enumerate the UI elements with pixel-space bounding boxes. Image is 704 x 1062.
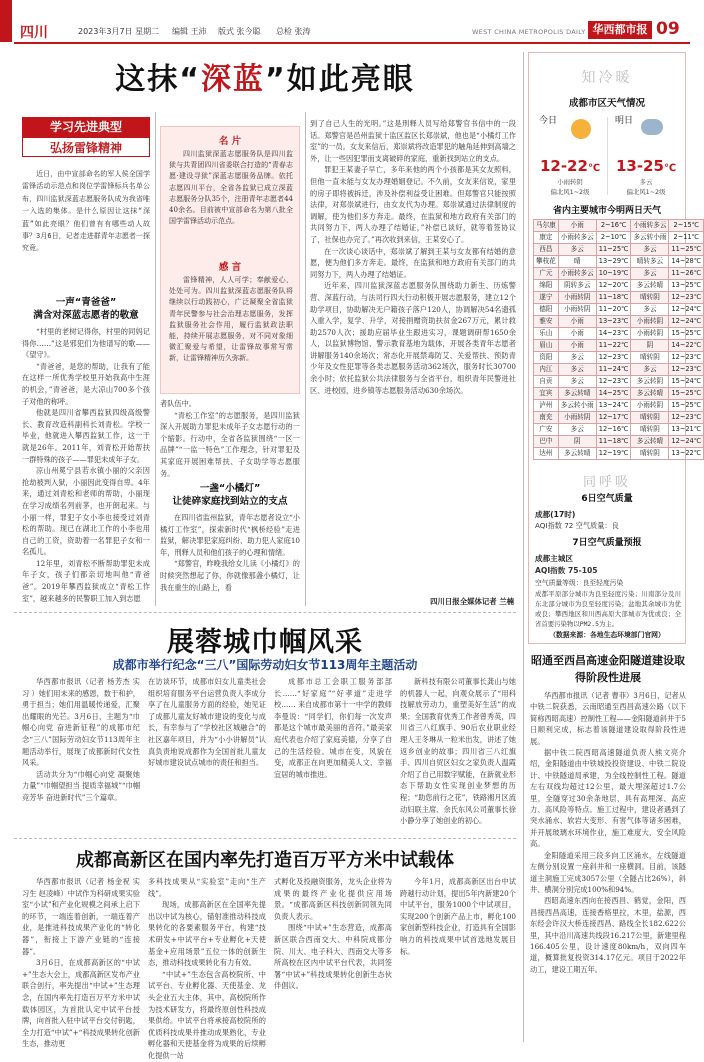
- city-weather-cell: 13~25℃: [669, 280, 704, 292]
- city-weather-cell: 12~23℃: [596, 352, 631, 364]
- city-weather-cell: 多云: [558, 352, 596, 364]
- article-1-title: 这抹“深蓝”如此亮眼: [115, 62, 415, 97]
- city-weather-cell: 小雨: [558, 220, 596, 232]
- city-weather-row: [534, 328, 704, 340]
- article-4-title: 昭通至西昌高速金阳隧道建设取得阶段性进展: [531, 654, 685, 684]
- weather-brand: 知冷暖: [581, 70, 633, 86]
- issue-date: 2023年3月7日 星期二: [78, 27, 160, 36]
- city-weather-cell: 14~23℃: [596, 328, 631, 340]
- city-weather-row: [534, 424, 704, 436]
- city-weather-cell: 阴转多云: [558, 280, 596, 292]
- city-weather-cell: 多云: [558, 376, 596, 388]
- air-description: 成都平原部分城市为良至轻度污染；川南部分及川东北部分城市为良至轻度污染；盆地其余城市为优或良；攀西地区和川西高原大部城市为优或良；全省首要污染物以PM2.5为主。: [535, 590, 681, 628]
- city-weather-cell: 多云转晴: [631, 280, 669, 292]
- city-weather-row: [534, 412, 704, 424]
- city-weather-cell: 阴: [558, 436, 596, 448]
- english-masthead: WEST CHINA METROPOLIS DAILY: [472, 28, 586, 36]
- page-header: [0, 0, 690, 42]
- article-1-col-3b: 在四川省监州监狱，青年志愿者设立“小橘灯工作室”，探索新时代“枫桥经验”走进监狱，解决罪犯家庭纠纷、助力犯人家庭10年，刑释人员和他们孩子的心理和情绪。 “郑警官，昨晚我给女儿读《小橘灯》的时候突然想起了你，你就像那盏小橘灯，让我在重生的山路上，看: [160, 513, 300, 592]
- city-weather-cell: 晴转阴: [631, 292, 669, 304]
- city-weather-cell: 晴: [558, 256, 596, 268]
- city-weather-cell: 小雨转多云: [558, 232, 596, 244]
- city-weather-row: [534, 400, 704, 412]
- article-2-subtitle: 成都市举行纪念“三八”国际劳动妇女节113周年主题活动: [112, 658, 418, 672]
- city-weather-cell: 资阳: [534, 352, 559, 364]
- col-divider-b: [305, 112, 306, 606]
- city-weather-cell: 多云转小雨: [631, 232, 669, 244]
- weather-title: 成都市区天气情况: [568, 98, 645, 109]
- divider-1: [14, 612, 516, 613]
- city-weather-row: [534, 256, 704, 268]
- city-weather-cell: 多云: [631, 244, 669, 256]
- header-rule: [14, 42, 690, 44]
- city-weather-cell: 内江: [534, 364, 559, 376]
- city-weather-cell: 2~15℃: [669, 220, 704, 232]
- city-weather-cell: 12~23℃: [596, 376, 631, 388]
- air1-line: AQI指数 72 空气质量：良: [535, 521, 619, 530]
- city-weather-cell: 小雨转阴: [558, 292, 596, 304]
- article-1-subhead-2: 一盏“小橘灯” 让徒碎家庭找到站立的支点: [172, 483, 288, 507]
- article-2-col-3: 成都市总工会职工服务部部长……“好家庭”“好孝道”走进学校…… 来自成都市第十一中学的教师李曼说：“同学们，你们每一次发声都是这个城市最美丽的音符。”最美家庭代表也介绍了家庭美德，分享了自己的生活经验。城市在变，风貌在变，成都正在向更加精美人文、幸福宜居的城市推进。: [274, 677, 392, 779]
- city-weather-cell: 12~23℃: [669, 412, 704, 424]
- article-1-intro: 近日，由中宣部命名的军人侯全国学雷锋活动示范点和岗位学雷锋标兵名单公布，四川监狱深蓝志愿服务队成为我省唯一入选的集体。是什么原因让这抹“深蓝”如此亮眼？他们曾有有哪些动人故事？3月6日，记者走进群青年志愿者一探究竟。: [22, 170, 150, 253]
- main-right-divider: [523, 52, 524, 1042]
- city-weather-cell: 11~25℃: [596, 244, 631, 256]
- city-weather-cell: 晴转阴: [631, 352, 669, 364]
- city-weather-cell: 多云转晴: [558, 388, 596, 400]
- weather-split: [607, 117, 608, 195]
- city-weather-row: [534, 388, 704, 400]
- city-weather-cell: 13~23℃: [596, 316, 631, 328]
- city-weather-cell: 15~25℃: [669, 388, 704, 400]
- city-weather-cell: 遂宁: [534, 292, 559, 304]
- sun-cloud-rain-icon: [571, 119, 591, 139]
- city-weather-row: [534, 220, 704, 232]
- city-weather-cell: 多云: [558, 244, 596, 256]
- air-forecast-title: 7日空气质量预报: [572, 538, 642, 548]
- city-weather-cell: 多云: [631, 268, 669, 280]
- city-weather-cell: 小雨转阴: [631, 328, 669, 340]
- city-weather-cell: 15~25℃: [669, 328, 704, 340]
- city-weather-cell: 晴转阴: [631, 412, 669, 424]
- city-weather-cell: 小雨转阴: [558, 304, 596, 316]
- city-weather-cell: 11~24℃: [596, 364, 631, 376]
- sidebar-text-words: 雷锋精神，人人可学；奉献爱心，处处可为。四川监狱深蓝志愿服务队将继续以行动践初心，广泛凝聚全省监狱青年民警参与社会治理志愿服务，发挥监狱服务社会作用，履行监狱政法职能，持续开展志愿服务，对不同对象细微汇聚爱与希望，让雷锋故事常写常新，让雷锋精神历久弥新。: [169, 276, 293, 363]
- city-weather-cell: 多云: [558, 424, 596, 436]
- city-weather-cell: 12~16℃: [596, 424, 631, 436]
- city-weather-cell: 达州: [534, 448, 559, 460]
- city-weather-cell: 2~16℃: [596, 220, 631, 232]
- city-weather-cell: 西昌: [534, 244, 559, 256]
- city-weather-cell: 11~25℃: [669, 244, 704, 256]
- city-weather-row: [534, 244, 704, 256]
- city-weather-cell: 巴中: [534, 436, 559, 448]
- article-1-byline: 四川日报全媒体记者 兰楠: [430, 597, 514, 606]
- city-weather-cell: 自贡: [534, 376, 559, 388]
- city-weather-cell: 眉山: [534, 340, 559, 352]
- city-weather-cell: 11~18℃: [596, 436, 631, 448]
- city-weather-cell: 晴转多云: [631, 256, 669, 268]
- city-weather-cell: 12~23℃: [669, 292, 704, 304]
- city-weather-row: [534, 232, 704, 244]
- divider-2: [14, 838, 516, 839]
- article-3-col-1: 华西都市报讯（记者 杨金祝 实习生 赵凌峰）中试作为科研成果实验室“小试”和产业化规模之间承上启下的环节，一端连着创新，一端连着产业，是推进科技成果产业化的“转化器”，衔接上下游产业链的“连接器”。 3月6日，在成都高新区的“中试+”生态大会上，成都高新区发布产业联合创行，率先提出“中试+”生态理念，在国内率先打造百万平方米中试载体园区，为首批认定中试平台授牌，向首批入驻中试平台交付钥匙，全力打造“中试”+“科技成果转化创新生态，推动更: [22, 877, 140, 1049]
- page-number: 09: [656, 19, 680, 39]
- city-weather-cell: 多云: [631, 364, 669, 376]
- article-1-col-4: 到了自己人生的光明。”这是刑释人员写给郑警官书信中的一段话。郑警官是邑州监狱十监区监区长郑崇斌，他也是“小橘灯工作室”的一员。女友来信后，郑崇斌将改造罪犯的触角延伸到高墙之外，让一些因犯罪而支离破碎的家庭，重新找到站立的支点。 罪犯王某妻子早亡，多年来他的两个小孩都是其女友照料，但他一直未能与女友办理婚姻登记。不久前，女友来信说，家里的房子即将被拆迁，涉及补偿利益受让困难。但郑警官只能按照法律，对郑崇斌进行，由女友代为办理。郑崇斌通过法律制度的调解，使为他们多方奔走。最终，在监狱和地方政府有关部门的共同努力下，两人办理了结婚证，”补偿已谈好，就等着签协议了，社保也办完了。”再次收到来信，王某安心了。 在一次谈心谈话中，郑崇斌了解到王某与女友都有结婚的意愿，便为他们多方奔走。最终，在监狱和地方政府有关部门的共同努力下，两人办理了结婚证。 近年来，四川监狱深蓝志愿服务队围绕助力新生、历炼警营、深蓝行动，与法司行四大行动积极开展志愿服务，建立12个助学项目，协助解决无户籍孩子落户120人，协调解决54名遗孤入重入学，复学、升学，对接捐赠资助扶贫金267万元，累计救助2570人次；援助应届毕业生跟进实习，课题调研帮1650余人，以监狱博物馆、警示教育基地为载体，开展各类青年志愿者讲解服务140余场次；常态化开展禁毒防艾、关爱帮扶、预防青少年及女性犯罪等各类志愿服务活动362场次，服务时长30700余小时；依托监狱公共法律服务与全省平台，组织青年民警进社区、进校园，进乡镇等志愿服务活动630余场次。: [310, 119, 516, 395]
- city-weather-row: [534, 436, 704, 448]
- air2-line: AQI指数 75-105: [535, 566, 598, 575]
- city-weather-cell: 小雨转多云: [631, 220, 669, 232]
- city-weather-cell: 小雨转阴: [558, 412, 596, 424]
- city-weather-cell: 多云转阴: [631, 376, 669, 388]
- article-3-col-3: 式孵化及投融资服务，龙头企业将为成果的最终产业化提供应用场景。“成都高新区科技创新同领先同负责人表示。 围绕“中试+”生态营造，成都高新区联合西南交大、中科院成都分院、川大、电子科大、西南交大等多所高校在区内中试平台代表，共同签署“中试+”科技成果转化创新生态伙伴倡议。: [274, 877, 392, 991]
- city-weather-row: [534, 292, 704, 304]
- article-3-col-2: 多科技成果从“实验室”走向“生产线”。 现场，成都高新区在全国率先提出以中试为核心，锚射准推动科技成果转化的各要素服务平台，构建“技术研发+中试平台+专业孵化+天使基金+应用场景”五位一体的创新生态，推动科技成果转化有力有效。 “中试+”生态包含高校院所、中试平台、专业孵化器、天使基金、龙头企业五大主体，其中，高校院所作为技术研发方，将最终原创性科技成果供给。中试平台将承接高校院所的优质科技成果并推动成果熟化，专业孵化器和天使基金将为成果的后续孵化提供一站: [148, 877, 266, 1060]
- city-weather-cell: 阴: [631, 340, 669, 352]
- today-desc: 小雨转阴: [557, 178, 583, 186]
- city-weather-cell: 12~20℃: [596, 280, 631, 292]
- city-table-title: 省内主要城市今明两日天气: [552, 206, 661, 216]
- city-weather-cell: 12~24℃: [669, 316, 704, 328]
- tomorrow-wind: 偏北风1~2级: [626, 188, 666, 196]
- city-weather-cell: 13~24℃: [596, 400, 631, 412]
- city-weather-row: [534, 304, 704, 316]
- city-weather-cell: 多云: [558, 364, 596, 376]
- city-weather-cell: 10~19℃: [596, 268, 631, 280]
- today-temp-unit: ℃: [587, 163, 601, 174]
- city-weather-cell: 绵阳: [534, 280, 559, 292]
- article-1-col-3: 者队伍中。 “青松工作室”的志愿服务，是四川监狱深入开展助力罪犯未成年子女志愿行动的一个缩影。行动中，全省各监狱围绕“一区一品牌”“一监一特色”工作理念，针对罪犯及其家庭开展困难帮扶、子女助学等志愿服务。: [160, 399, 300, 478]
- city-weather-cell: 晴转阴: [631, 424, 669, 436]
- city-weather-cell: 12~24℃: [669, 304, 704, 316]
- city-weather-cell: 11~18℃: [596, 292, 631, 304]
- city-weather-cell: 12~17℃: [596, 412, 631, 424]
- air1-city: 成都(17时): [535, 510, 576, 519]
- article-2-title: 展蓉城巾帼风采: [167, 627, 363, 658]
- designer: 版式 张今聪: [218, 27, 261, 36]
- city-weather-cell: 12~23℃: [669, 352, 704, 364]
- air-brand: 同呼吸: [582, 475, 631, 490]
- city-weather-cell: 12~23℃: [669, 364, 704, 376]
- tomorrow-weather: [611, 113, 681, 199]
- tomorrow-temp-unit: ℃: [663, 163, 677, 174]
- tag-learn-model: 学习先进典型: [22, 117, 150, 137]
- city-weather-cell: 小雨转多云: [558, 268, 596, 280]
- today-weather: [535, 113, 605, 199]
- city-weather-cell: 11~22℃: [596, 340, 631, 352]
- city-weather-cell: 小雨: [558, 316, 596, 328]
- city-weather-row: [534, 280, 704, 292]
- sidebar-heading-card: 名 片: [218, 136, 242, 147]
- city-weather-table: [533, 219, 702, 460]
- city-weather-cell: 12~19℃: [596, 448, 631, 460]
- today-temp: 12-22: [539, 157, 588, 175]
- air-source: （数据来源：各地生态环境部门官网）: [549, 631, 665, 639]
- city-weather-cell: 多云转晴: [631, 388, 669, 400]
- city-weather-cell: 多云: [631, 304, 669, 316]
- air2-city: 成都主城区: [535, 554, 573, 563]
- article-3-title: 成都高新区在国内率先打造百万平方米中试载体: [76, 850, 454, 871]
- article-1-col-1: “村里的老树记得你，村里的同妈记得你……”这是邪犯们为他谱写的歌——《望守》。 “青爸爸，是您的帮助，让我有了能在这样一所优秀学校里开始我高中生涯的机会，”青爸爸，是大凉山700多个孩子对他的称呼。 他就是四川省攀西监狱四级高级警长、教育改造科副科长刘青松。学校一毕业，他就进入攀西监狱工作，这一干就是26年。2011年，刘青松开始帮扶一群特殊的孩子——罪犯未成年子女。 凉山州冕宁县若水镇小丽的父亲因抢劫被判入狱，小丽因此变得自卑。4年来，通过刘青松和老师的帮助，小丽现在学习成绩名列前茅，也开朗起来。与小丽一样，罪犯子女小李也接受过刘青松的帮助。现已在湖北工作的小李也用自己的工资，资助着一名罪犯子女和一名孤儿。 12年里，刘青松不断帮助罪犯未成年子女，孩子们都亲切地叫他“青爸爸”。2019年攀西监狱成立“青松工作室”，越来越多的民警职工加入到志愿: [22, 327, 150, 603]
- city-weather-row: [534, 268, 704, 280]
- tomorrow-temp: 13-25: [615, 157, 664, 175]
- city-weather-cell: 14~28℃: [669, 256, 704, 268]
- city-weather-cell: 广元: [534, 268, 559, 280]
- city-weather-cell: 晴转阴: [631, 448, 669, 460]
- city-weather-cell: 马尔康: [534, 220, 559, 232]
- header-red-block: [0, 0, 12, 42]
- city-weather-cell: 2~11℃: [669, 232, 704, 244]
- city-weather-cell: 14~22℃: [669, 340, 704, 352]
- col-divider-a: [155, 112, 156, 606]
- city-weather-cell: 小雨转阴: [631, 316, 669, 328]
- city-weather-cell: 雅安: [534, 316, 559, 328]
- air2-note: 空气质量等级：良至轻度污染: [535, 579, 624, 587]
- city-weather-cell: 多云转小雨: [558, 400, 596, 412]
- today-wind: 偏北风1~2级: [550, 188, 590, 196]
- cloud-icon: [641, 119, 663, 135]
- city-weather-cell: 15~25℃: [669, 400, 704, 412]
- city-weather-cell: 13~21℃: [669, 424, 704, 436]
- city-weather-cell: 小雨: [558, 340, 596, 352]
- air-title: 6日空气质量: [581, 494, 633, 504]
- article-3-col-4: 今年1月，成都高新区出台中试跨越行动计划，提出5年内新建20个中试平台，服务1000个中试项目，实现200个创新产品上市，孵化100家创新型科技企业，打造具有全国影响力的科技成果中试首选地发展目标。: [400, 877, 516, 956]
- city-weather-cell: 多云转晴: [558, 448, 596, 460]
- tomorrow-label: 明日: [615, 116, 634, 126]
- sidebar-card: [160, 126, 300, 394]
- city-weather-cell: 13~22℃: [669, 448, 704, 460]
- city-weather-cell: 攀枝花: [534, 256, 559, 268]
- city-weather-cell: 德阳: [534, 304, 559, 316]
- city-weather-cell: 康定: [534, 232, 559, 244]
- section-name: 四川: [20, 25, 48, 41]
- newspaper-logo: 华西都市报: [588, 21, 652, 39]
- city-weather-row: [534, 376, 704, 388]
- tomorrow-desc: 多云: [639, 178, 653, 186]
- article-1-subhead-1: 一声“青爸爸” 满含对深蓝志愿者的敬意: [33, 297, 139, 321]
- sidebar-heading-words: 感 言: [218, 262, 242, 273]
- city-weather-row: [534, 340, 704, 352]
- city-weather-cell: 15~24℃: [669, 376, 704, 388]
- city-weather-cell: 宜宾: [534, 388, 559, 400]
- article-4-body: 华西都市报讯（记者 曹菲）3月6日，记者从中铁二院获悉，云南昭通至西昌高速公路（以下简称西昭高速）控制性工程——金阳隧道斜井于5日顺利完成，标志着该隧道建设取得阶段性进展。 据中铁二院西昭高速隧道负责人熊文亮介绍，金阳隧道由中铁城投投资建设、中铁二院设计、中铁隧道局承建，为全线控制性工程。隧道左右双线均超过12公里，最大埋深超过1.7公里，全隧穿过30余条地层，具有高埋深、高应力、高风险等特点。施工过程中，建设者遇到了突水涌水、软岩大变形、有害气体等诸多困难，并开展玻璃水环境作业，施工难度大、安全风险高。 金阳隧道采用三段多向工区涌水，左线隧道左侧分别设置一座斜井和一座横洞。目前，该隧道主洞施工完成3057公里（全隧占比26%），斜井、横洞分别完成100%和94%。 西昭高速东西向在接西昌、鹤觉，金阳，西昌接西昌高速，连接香格里拉，木里，盐源，西东经会许汉大桥连接西昌、路线全长182.622公里，其中沿川高速共线段16.217公里，新建里程166.405公里，设计速度80km/h，双向四车道，概算批复投资314.17亿元。项目于2022年动工，建设工期五年。: [530, 691, 686, 974]
- city-weather-cell: 小雨: [558, 328, 596, 340]
- article-2-col-1: 华西都市报讯（记者 杨芳杰 实习 ）她们用未来的感恩，数于和护，勇于担当；她们用温暖传递爱，汇聚出耀眼的光芒。3月6日，主题为“巾帼心向党 奋进新征程”的成都市纪念“三八”国际劳动妇女节113周年主题活动举行，展现了成都新时代女性风采。 活动共分为“巾帼心向党 凝聚她力量”“巾帼望担当 提质幸福城”“巾帼竞芳华 奋进新时代”三个篇章。: [22, 677, 140, 802]
- today-label: 今日: [539, 116, 558, 126]
- weather-panel: [528, 52, 702, 644]
- sidebar-text-card: 四川监狱深蓝志愿服务队是四川监狱与共青团四川省委联合打造的“青春志愿·建设寻狱”深蓝志愿服务品牌。依托志愿四川平台，全省各监狱已成立深蓝志愿服务分队35个，注册青年志愿者4440余名。目前被中宣部命名为第八批全国学雷锋活动示范点。: [169, 150, 293, 226]
- city-weather-row: [534, 352, 704, 364]
- city-weather-cell: 广安: [534, 424, 559, 436]
- city-weather-cell: 小雨转阴: [631, 400, 669, 412]
- city-weather-cell: 南充: [534, 412, 559, 424]
- city-weather-cell: 泸州: [534, 400, 559, 412]
- city-weather-cell: 13~29℃: [596, 256, 631, 268]
- city-weather-cell: 11~26℃: [669, 268, 704, 280]
- city-weather-cell: 12~24℃: [669, 436, 704, 448]
- tag-lei-feng: 弘扬雷锋精神: [22, 137, 150, 157]
- city-weather-cell: 多云转晴: [631, 436, 669, 448]
- city-weather-cell: 2~10℃: [596, 232, 631, 244]
- article-2-col-2: 在访谈环节，成都市妇女儿童类社会组织培育服务平台运营负责人李成分享了在儿童服务方面的经验，她见证了成都儿童友好城市建设的变化与成长，有幸参与了“学校社区城融合”的社区嘉年项目，并为“小小讲解员”认真负责地说成都作为全国首批儿童友好城市建设试点城市的责任和担当。: [148, 677, 266, 768]
- city-weather-row: [534, 316, 704, 328]
- article-2-col-4: 新科技有限公司董事长龚山与她的机器人一起，向观众展示了“用科技解放劳动力，重塑美好生活”的成果；全国教育优秀工作者曾秀英，四川省三八红旗手、90后农业职业经理人王冬琳从一粒米出发，讲述了她返乡创业的故事；四川省三八红旗手、四川自贸区妇女之家负责人温霞介绍了自己用数字赋能，在新就业形态下帮助女性实现创业梦想的历程；“助您前行之花”，铁路湘月区流动妇联主席、余氏东风公司董事长徐小静分享了她创业的初心。: [400, 677, 516, 826]
- city-weather-cell: 11~20℃: [596, 304, 631, 316]
- city-weather-cell: 乐山: [534, 328, 559, 340]
- city-weather-cell: 14~25℃: [596, 388, 631, 400]
- city-weather-row: [534, 364, 704, 376]
- proofreader: 总检 张涛: [276, 27, 311, 36]
- city-weather-row: [534, 448, 704, 460]
- editor: 编辑 王沛: [172, 27, 207, 36]
